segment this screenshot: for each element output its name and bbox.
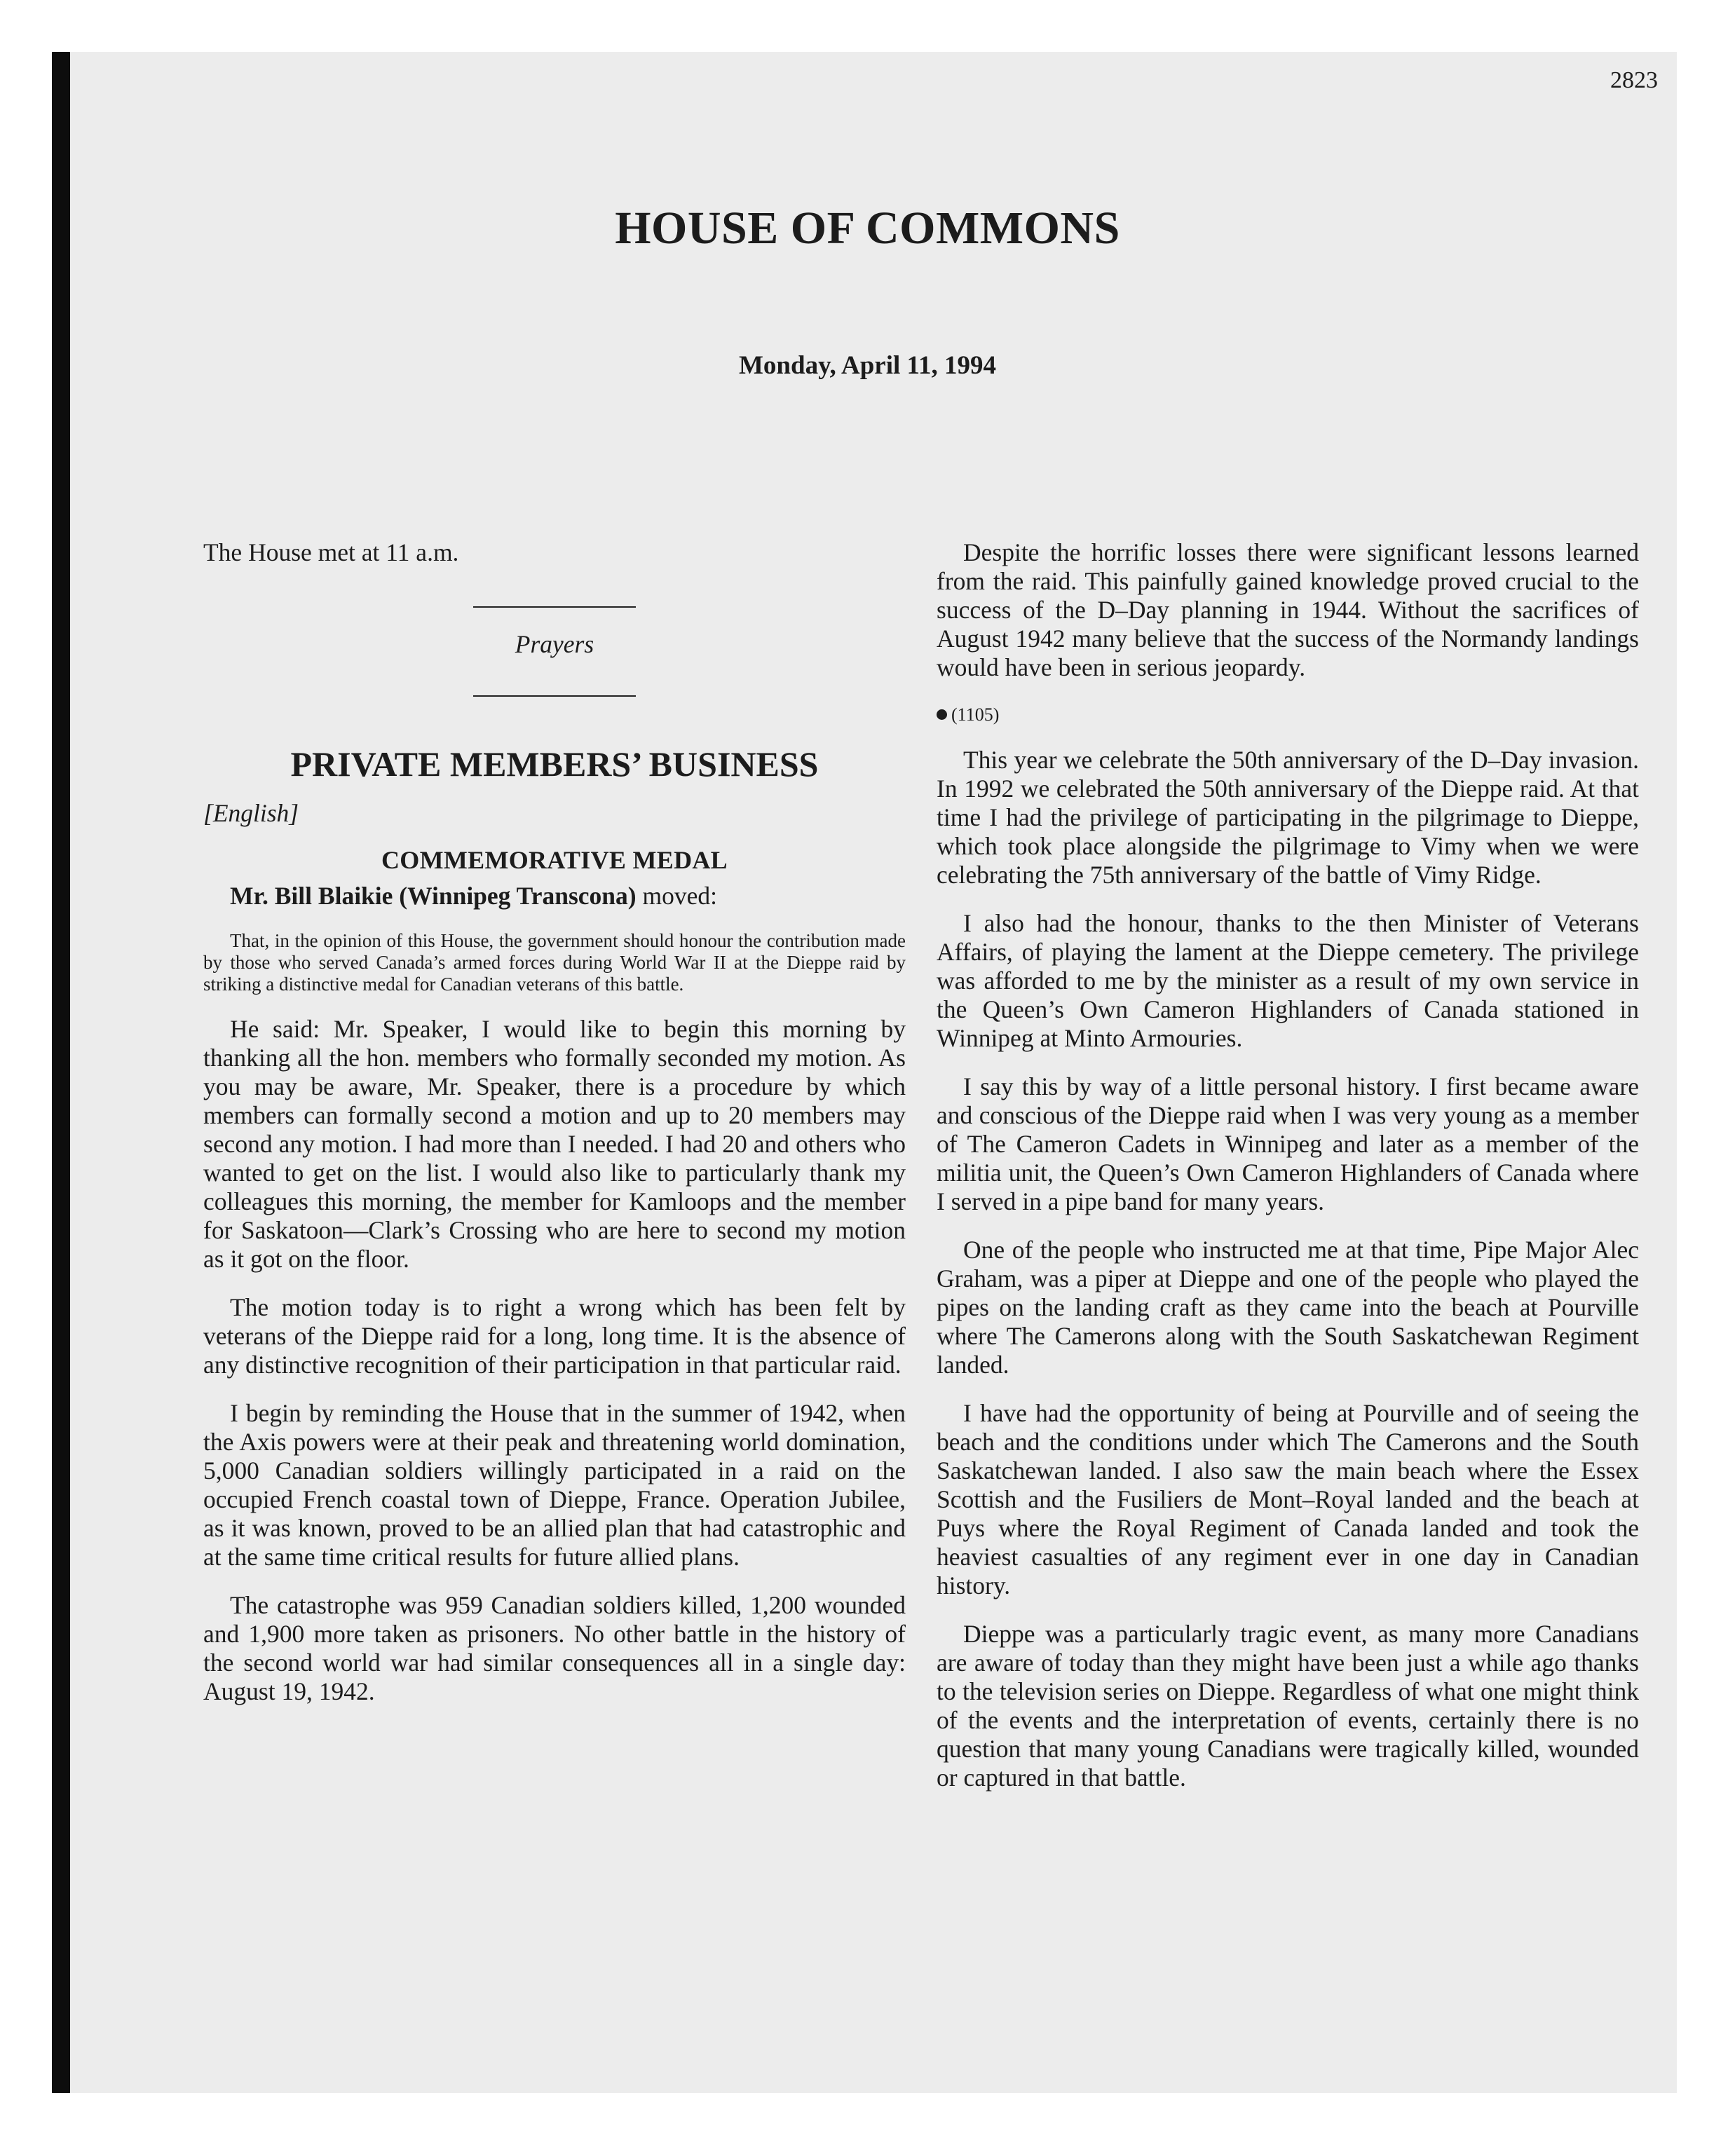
time-marker [937, 700, 1639, 729]
paragraph: The catastrophe was 959 Canadian soldiers killed, 1,200 wounded and 1,900 more taken as prisoners. No other battle in the history of the second world war had similar consequences all in a single day: August 19, 1942. [203, 1591, 906, 1705]
mover-line [203, 882, 906, 910]
paragraph: I also had the honour, thanks to the then Minister of Veterans Affairs, of playing the lament at the Dieppe cemetery. The privilege was afforded to me by the minister as a result of my own service in the Queen’s Own Cameron Highlanders of Canada stationed in Winnipeg at Minto Armouries. [937, 909, 1639, 1052]
right-column [937, 538, 1639, 1792]
paragraph: The motion today is to right a wrong which has been felt by veterans of the Dieppe raid for a long, long time. It is the absence of any distinctive recognition of their participation in that particular raid. [203, 1293, 906, 1379]
mover-verb: moved: [636, 882, 717, 910]
section-heading: PRIVATE MEMBERS’ BUSINESS [290, 744, 819, 784]
opening-line: The House met at 11 a.m. [203, 538, 459, 566]
prayers-label: Prayers [515, 630, 594, 658]
document-title: HOUSE OF COMMONS [615, 203, 1120, 254]
paragraph: Dieppe was a particularly tragic event, as many more Canadians are aware of today than they might have been just a while ago thanks to the television series on Dieppe. Regardless of what one might think of the events and the interpretation of events, certainly there is no question that many young Canadians were tragically killed, wounded or captured in that battle. [937, 1620, 1639, 1792]
page-number: 2823 [1610, 67, 1658, 93]
sitting-date: Monday, April 11, 1994 [739, 351, 996, 380]
paragraph: Despite the horrific losses there were significant lessons learned from the raid. This painfully gained knowledge proved crucial to the success of the D–Day planning in 1944. Without the sacrifices of August 1942 many believe that the success of the Normandy landings would have been in serious jeopardy. [937, 538, 1639, 681]
motion-text: That, in the opinion of this House, the government should honour the contribution made by those who served Canada’s armed forces during World War II at the Dieppe raid by striking a distinctive medal for Canadian veterans of this battle. [203, 930, 906, 995]
bullet-icon [937, 709, 947, 720]
language-tag: [English] [203, 799, 299, 827]
paragraph: One of the people who instructed me at that time, Pipe Major Alec Graham, was a piper at Dieppe and one of the people who played the pipes on the landing craft as they came into the beach at Pourville where The Camerons along with the South Saskatchewan Regiment landed. [937, 1236, 1639, 1379]
paragraph: This year we celebrate the 50th anniversary of the D–Day invasion. In 1992 we celebrated the 50th anniversary of the Dieppe raid. At that time I had the privilege of participating in the pilgrimage to Dieppe, which took place alongside the pilgrimage to Vimy when we were celebrating the 75th anniversary of the battle of Vimy Ridge. [937, 746, 1639, 889]
paragraph: I have had the opportunity of being at Pourville and of seeing the beach and the conditions under which The Camerons and the South Saskatchewan landed. I also saw the main beach where the Essex Scottish and the Fusiliers de Mont–Royal landed and the beach at Puys where the Royal Regiment of Canada landed and took the heaviest casualties of any regiment ever in one day in Canadian history. [937, 1399, 1639, 1599]
time-marker-label: (1105) [951, 704, 1000, 725]
paragraph: He said: Mr. Speaker, I would like to begin this morning by thanking all the hon. members who formally seconded my motion. As you may be aware, Mr. Speaker, there is a procedure by which members can formally second a motion and up to 20 members may second any motion. I had more than I needed. I had 20 and others who wanted to get on the list. I would also like to particularly thank my colleagues this morning, the member for Kamloops and the member for Saskatoon—Clark’s Crossing who are here to second my motion as it got on the floor. [203, 1015, 906, 1273]
subheading: COMMEMORATIVE MEDAL [381, 846, 728, 874]
paragraph: I begin by reminding the House that in the summer of 1942, when the Axis powers were at their peak and threatening world domination, 5,000 Canadian soldiers willingly participated in a raid on the occupied French coastal town of Dieppe, France. Operation Jubilee, as it was known, proved to be an allied plan that had catastrophic and at the same time critical results for future allied plans. [203, 1399, 906, 1571]
left-column [203, 538, 906, 1706]
mover-name: Mr. Bill Blaikie (Winnipeg Transcona) [230, 882, 637, 910]
paragraph: I say this by way of a little personal history. I first became aware and conscious of the Dieppe raid when I was very young as a member of The Cameron Cadets in Winnipeg and later as a member of the militia unit, the Queen’s Own Cameron Highlanders of Canada where I served in a pipe band for many years. [937, 1072, 1639, 1215]
